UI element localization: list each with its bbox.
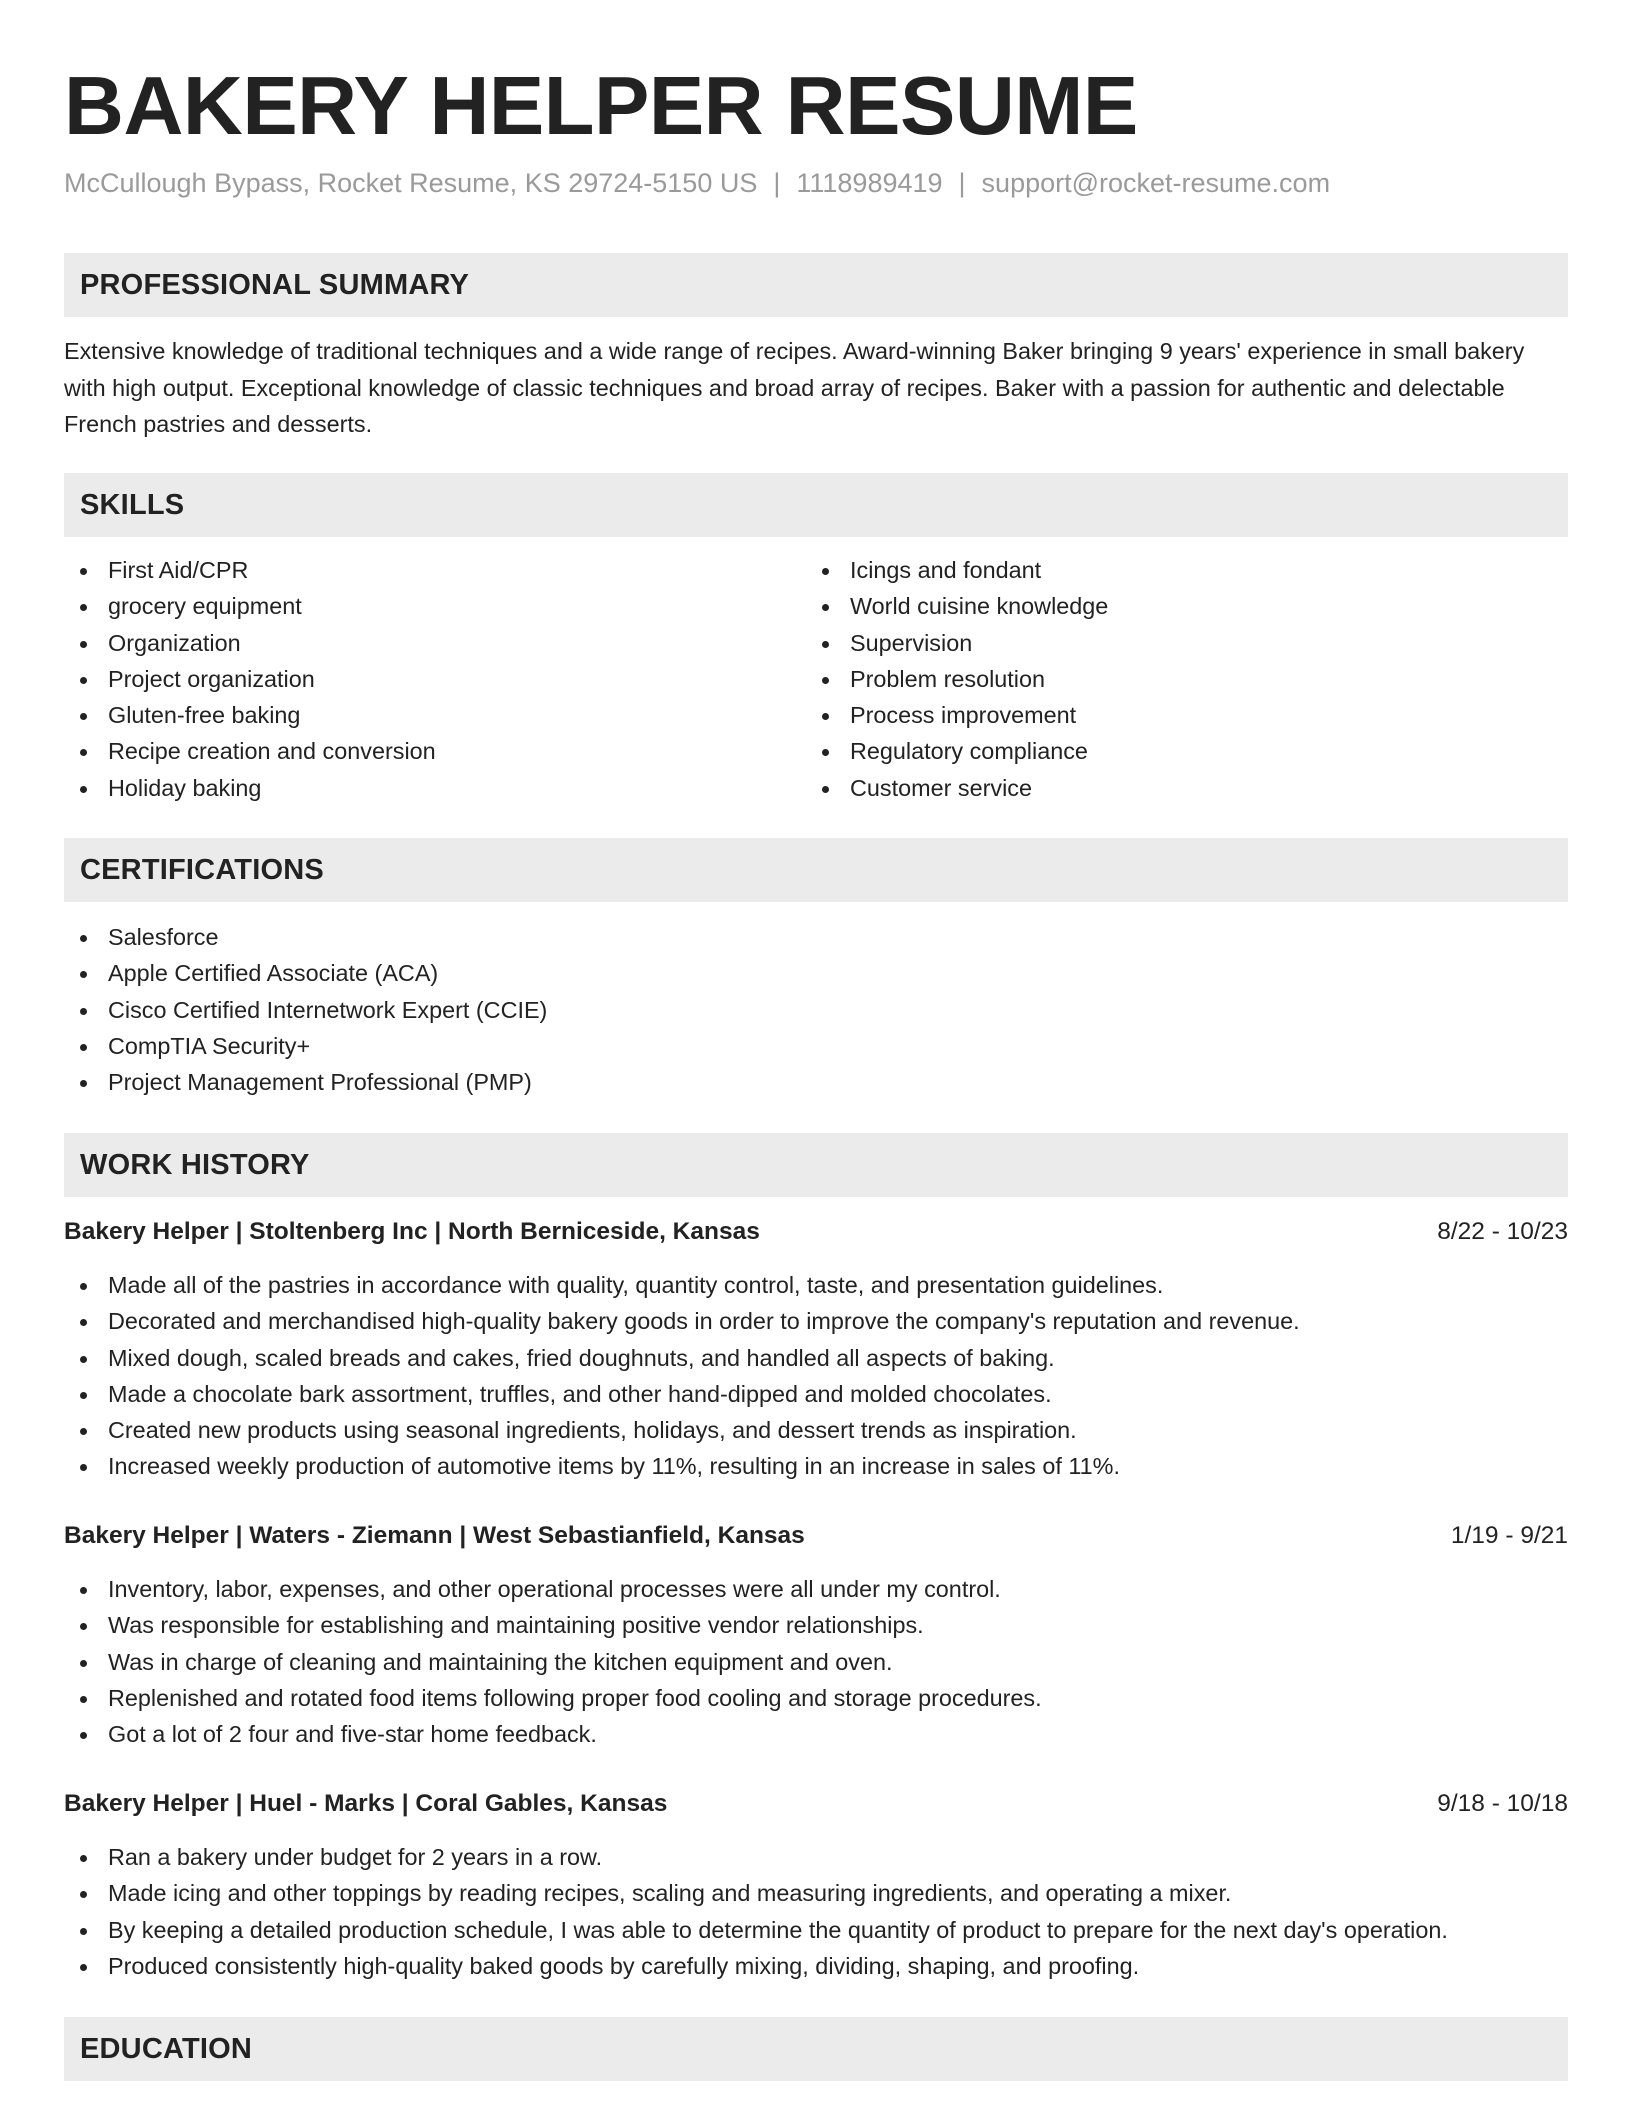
skills-list-right: [806, 552, 1108, 806]
skill-item: Icings and fondant: [806, 552, 1108, 588]
job-bullet: Made all of the pastries in accordance with quality, quantity control, taste, and presentation guidelines.: [64, 1267, 1568, 1303]
job-bullet: Inventory, labor, expenses, and other operational processes were all under my control.: [64, 1571, 1568, 1607]
certifications-list: [64, 919, 547, 1100]
section-heading-work-history: WORK HISTORY: [64, 1133, 1568, 1197]
job-bullet: Was in charge of cleaning and maintaining the kitchen equipment and oven.: [64, 1644, 1568, 1680]
certification-item: CompTIA Security+: [64, 1028, 547, 1064]
job-dates: 8/22 - 10/23: [1437, 1218, 1568, 1245]
certification-item: Salesforce: [64, 919, 547, 955]
skill-item: grocery equipment: [64, 588, 436, 624]
contact-email: support@rocket-resume.com: [981, 168, 1331, 198]
job-dates: 1/19 - 9/21: [1450, 1522, 1568, 1549]
job-bullet: Mixed dough, scaled breads and cakes, fried doughnuts, and handled all aspects of baking.: [64, 1340, 1568, 1376]
skills-list-left: [64, 552, 436, 806]
job-bullet: Increased weekly production of automotive items by 11%, resulting in an increase in sales of 11%.: [64, 1448, 1568, 1484]
job-header: [64, 1786, 1568, 1822]
job-title: Bakery Helper | Huel - Marks | Coral Gables, Kansas: [64, 1790, 668, 1817]
skill-item: Process improvement: [806, 697, 1108, 733]
contact-address: McCullough Bypass, Rocket Resume, KS 29724-5150 US: [64, 168, 758, 198]
skill-item: Recipe creation and conversion: [64, 733, 436, 769]
skill-item: Regulatory compliance: [806, 733, 1108, 769]
skill-item: Supervision: [806, 625, 1108, 661]
skill-item: Problem resolution: [806, 661, 1108, 697]
job-bullets: [64, 1571, 1568, 1752]
job-bullet: By keeping a detailed production schedule, I was able to determine the quantity of product to prepare for the next day's operation.: [64, 1912, 1568, 1948]
section-heading-skills: SKILLS: [64, 473, 1568, 537]
job-bullet: Created new products using seasonal ingredients, holidays, and dessert trends as inspiration.: [64, 1412, 1568, 1448]
job-dates: 9/18 - 10/18: [1437, 1790, 1568, 1817]
section-heading-certifications: CERTIFICATIONS: [64, 838, 1568, 902]
job-bullet: Made icing and other toppings by reading recipes, scaling and measuring ingredients, and operating a mixer.: [64, 1875, 1568, 1911]
job-bullet: Ran a bakery under budget for 2 years in a row.: [64, 1839, 1568, 1875]
contact-separator: |: [958, 168, 966, 198]
section-heading-education: EDUCATION: [64, 2017, 1568, 2081]
summary-text: Extensive knowledge of traditional techniques and a wide range of recipes. Award-winning Baker bringing 9 years' experience in small bakery with high output. Exceptional knowledge of classic techniques and broad array of recipes. Baker with a passion for authentic and delectable French pastries and desserts.: [64, 338, 1525, 437]
job-bullet: Made a chocolate bark assortment, truffles, and other hand-dipped and molded chocolates.: [64, 1376, 1568, 1412]
job-bullet: Got a lot of 2 four and five-star home feedback.: [64, 1716, 1568, 1752]
certification-item: Apple Certified Associate (ACA): [64, 955, 547, 991]
certification-item: Cisco Certified Internetwork Expert (CCIE): [64, 992, 547, 1028]
job-bullet: Was responsible for establishing and maintaining positive vendor relationships.: [64, 1607, 1568, 1643]
job-bullet: Replenished and rotated food items following proper food cooling and storage procedures.: [64, 1680, 1568, 1716]
certification-item: Project Management Professional (PMP): [64, 1064, 547, 1100]
job-title: Bakery Helper | Waters - Ziemann | West Sebastianfield, Kansas: [64, 1522, 805, 1549]
contact-line: [64, 163, 1330, 203]
skill-item: World cuisine knowledge: [806, 588, 1108, 624]
job-header: [64, 1214, 1568, 1250]
contact-separator: |: [773, 168, 781, 198]
skill-item: Customer service: [806, 770, 1108, 806]
job-header: [64, 1518, 1568, 1554]
skill-item: Organization: [64, 625, 436, 661]
job-title: Bakery Helper | Stoltenberg Inc | North Berniceside, Kansas: [64, 1218, 760, 1245]
job-bullet: Decorated and merchandised high-quality bakery goods in order to improve the company's reputation and revenue.: [64, 1303, 1568, 1339]
job-bullets: [64, 1839, 1568, 1984]
skill-item: Gluten-free baking: [64, 697, 436, 733]
job-bullet: Produced consistently high-quality baked goods by carefully mixing, dividing, shaping, and proofing.: [64, 1948, 1568, 1984]
skill-item: First Aid/CPR: [64, 552, 436, 588]
resume-title: BAKERY HELPER RESUME: [64, 59, 1138, 152]
skill-item: Project organization: [64, 661, 436, 697]
skill-item: Holiday baking: [64, 770, 436, 806]
contact-phone: 1118989419: [796, 168, 943, 198]
section-heading-summary: PROFESSIONAL SUMMARY: [64, 253, 1568, 317]
job-bullets: [64, 1267, 1568, 1485]
